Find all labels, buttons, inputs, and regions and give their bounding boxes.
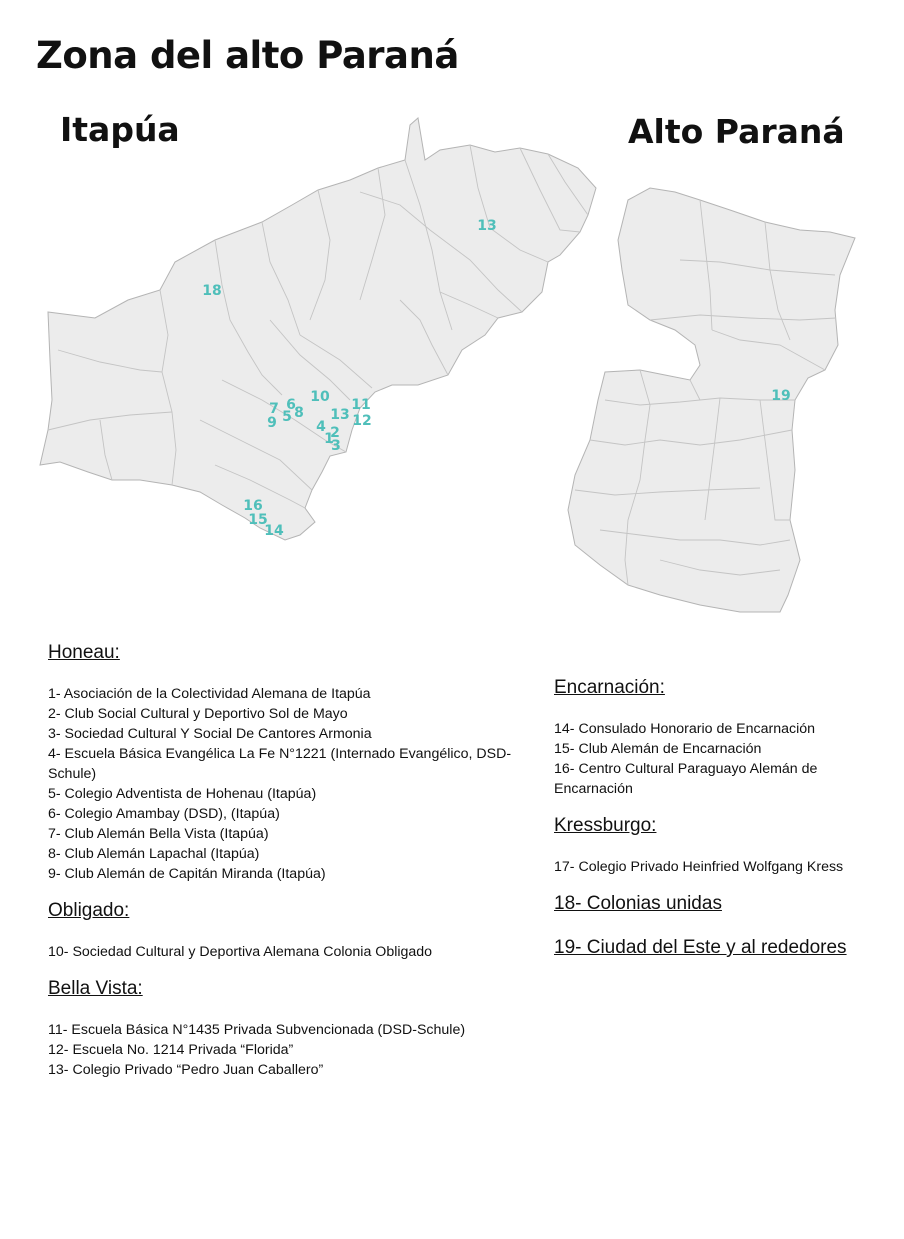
- section-heading: Bella Vista:: [48, 978, 143, 999]
- page-title: Zona del alto Paraná: [36, 34, 459, 77]
- legend-entry: 12- Escuela No. 1214 Privada “Florida”: [48, 1042, 294, 1058]
- section-heading: Honeau:: [48, 642, 120, 663]
- alto-parana-map: [568, 188, 855, 612]
- region-title-itapua: Itapúa: [60, 110, 180, 149]
- legend-section-ciudad-del-este: [554, 935, 884, 961]
- map-label: 19: [771, 388, 791, 404]
- map-label: 11: [351, 397, 371, 413]
- legend-entry: 9- Club Alemán de Capitán Miranda (Itapúa): [48, 866, 326, 882]
- legend-entry: 14- Consulado Honorario de Encarnación: [554, 721, 816, 737]
- section-heading: Kressburgo:: [554, 815, 657, 836]
- alto-parana-department-shape: [568, 188, 855, 612]
- map-label: 12: [352, 413, 372, 429]
- legend-left: [48, 640, 518, 1094]
- legend-section-colonias-unidas: [554, 891, 884, 917]
- legend-entry: 2- Club Social Cultural y Deportivo Sol de Mayo: [48, 706, 348, 722]
- itapua-department-shape: [40, 118, 596, 540]
- legend-entry: 13- Colegio Privado “Pedro Juan Caballero”: [48, 1062, 324, 1078]
- map-label: 18: [202, 283, 222, 299]
- map-label: 2: [330, 425, 340, 441]
- map-label: 5: [282, 409, 292, 425]
- itapua-map: [40, 118, 596, 540]
- legend-section-bella-vista: [48, 976, 518, 1080]
- legend-entry: 4- Escuela Básica Evangélica La Fe N°1221 (Internado Evangélico, DSD-Schule): [48, 746, 512, 782]
- map-label: 3: [331, 438, 341, 454]
- map-label: 8: [294, 405, 304, 421]
- legend-entry: 7- Club Alemán Bella Vista (Itapúa): [48, 826, 269, 842]
- section-heading: Encarnación:: [554, 677, 665, 698]
- map-label: 6: [286, 397, 296, 413]
- legend-entry: 6- Colegio Amambay (DSD), (Itapúa): [48, 806, 280, 822]
- legend-entry: 17- Colegio Privado Heinfried Wolfgang Kress: [554, 859, 844, 875]
- legend-entry: 3- Sociedad Cultural Y Social De Cantores Armonia: [48, 726, 372, 742]
- legend-section-encarnacion: [554, 675, 884, 799]
- map-label: 9: [267, 415, 277, 431]
- legend-right: [554, 675, 884, 979]
- region-title-alto-parana: Alto Paraná: [628, 112, 845, 151]
- map-label: 13: [330, 407, 350, 423]
- legend-section-honeau: [48, 640, 518, 884]
- legend-entry: 8- Club Alemán Lapachal (Itapúa): [48, 846, 260, 862]
- section-heading: Obligado:: [48, 900, 130, 921]
- map-label: 4: [316, 419, 326, 435]
- legend-section-kressburgo: [554, 813, 884, 877]
- legend-entry: 10- Sociedad Cultural y Deportiva Alemana Colonia Obligado: [48, 944, 433, 960]
- legend-section-obligado: [48, 898, 518, 962]
- map-label: 13: [477, 218, 497, 234]
- section-heading: 18- Colonias unidas: [554, 893, 722, 914]
- map-label: 1: [324, 431, 334, 447]
- map-label: 14: [264, 523, 284, 539]
- map-label: 7: [269, 401, 279, 417]
- section-heading: 19- Ciudad del Este y al rededores: [554, 937, 847, 958]
- legend-entry: 1- Asociación de la Colectividad Alemana de Itapúa: [48, 686, 371, 702]
- legend-entry: 11- Escuela Básica N°1435 Privada Subvencionada (DSD-Schule): [48, 1022, 466, 1038]
- map-label: 10: [310, 389, 330, 405]
- legend-entry: 16- Centro Cultural Paraguayo Alemán de Encarnación: [554, 761, 818, 797]
- map-label: 15: [248, 512, 268, 528]
- legend-entry: 5- Colegio Adventista de Hohenau (Itapúa): [48, 786, 317, 802]
- legend-entry: 15- Club Alemán de Encarnación: [554, 741, 762, 757]
- map-label: 16: [243, 498, 263, 514]
